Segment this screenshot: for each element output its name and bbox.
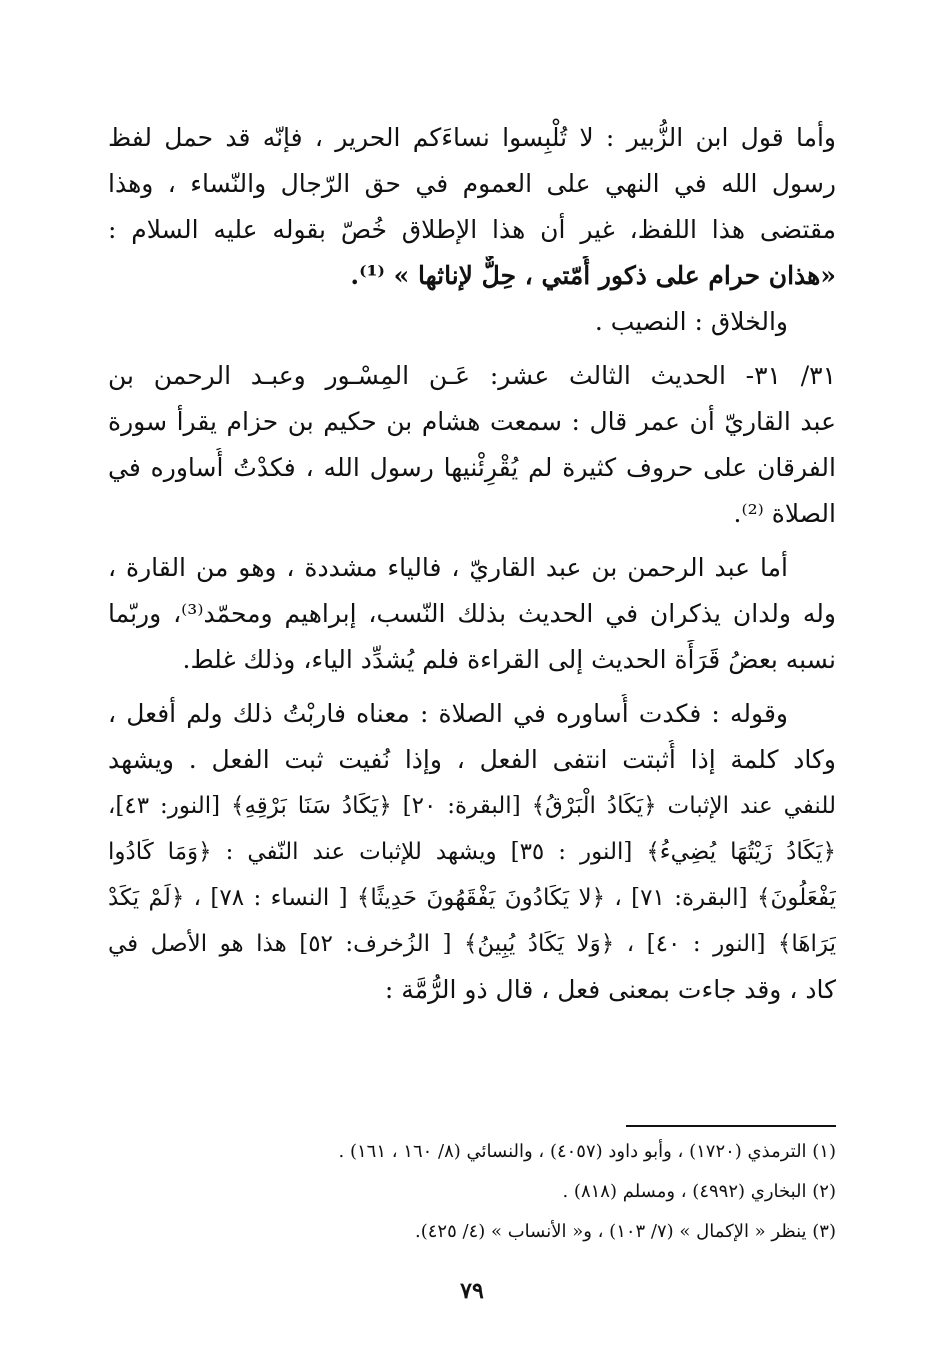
footnote-2: (٢) البخاري (٤٩٩٢) ، ومسلم (٨١٨) .: [562, 1181, 836, 1202]
page-body: [108, 118, 836, 1348]
hadith-heading-line: ٣١/ ٣١- الحديث الثالث عشر: عَـن المِسْـور وعبـد الرحمن بن: [108, 361, 836, 390]
text-line-2: رسول الله في النهي على العموم في حق الرّجال والنّساء ، وهذا: [108, 169, 836, 198]
footnote-divider: [626, 1125, 836, 1127]
text-line-11: وله ولدان يذكران في الحديث بذلك النّسب، إبراهيم ومحمّد⁽³⁾، وربّما: [108, 599, 836, 628]
hadith-quote-line: «هذان حرام على ذكور أُمّتي ، حِلٌّ لإناثها » ⁽¹⁾.: [350, 261, 836, 290]
text-line-10: أما عبد الرحمن بن عبد القاريّ ، فالياء مشددة ، وهو من القارة ،: [108, 553, 788, 582]
text-line-12: نسبه بعضُ قَرَأَة الحديث إلى القراءة فلم يُشدِّد الياء، وذلك غلط.: [182, 645, 836, 674]
text-line-7: عبد القاريّ أن عمر قال : سمعت هشام بن حكيم بن حزام يقرأ سورة: [108, 407, 836, 436]
footnote-1: (١) الترمذي (١٧٢٠) ، وأبو داود (٤٠٥٧) ، والنسائي (٨/ ١٦٠ ، ١٦١) .: [338, 1141, 836, 1162]
text-line-5: والخلاق : النصيب .: [594, 307, 788, 336]
text-line-8: الفرقان على حروف كثيرة لم يُقْرِئْنيها رسول الله ، فكدْتُ أُساوره في: [108, 453, 836, 482]
text-line-18: يَرَاهَا﴾ [النور : ٤٠] ، ﴿وَلا يَكَادُ يُبِينُ﴾ [ الزُخرف: ٥٢] هذا هو الأصل في: [108, 931, 836, 957]
text-line-19: كاد ، وقد جاءت بمعنى فعل ، قال ذو الرُّمَّة :: [384, 975, 836, 1004]
text-line-15: للنفي عند الإثبات ﴿يَكَادُ الْبَرْقُ﴾ [البقرة: ٢٠] ﴿يَكَادُ سَنَا بَرْقِهِ﴾ [النور: ٤٣]،: [108, 793, 836, 819]
text-line-16: ﴿يَكَادُ زَيْتُهَا يُضِيءُ﴾ [النور : ٣٥] ويشهد للإثبات عند النّفي : ﴿وَمَا كَادُوا: [108, 839, 836, 865]
text-line-13: وقوله : فكدت أُساوره في الصلاة : معناه فاربْتُ ذلك ولم أفعل ،: [108, 699, 788, 728]
page-number: ٧٩: [460, 1278, 484, 1304]
text-line-17: يَفْعَلُونَ﴾ [البقرة: ٧١] ، ﴿لا يَكَادُونَ يَفْقَهُونَ حَدِيثًا﴾ [ النساء : ٧٨] ، ﴿لَمْ يَكَدْ: [108, 885, 836, 911]
text-line-14: وكاد كلمة إذا أُثبتت انتفى الفعل ، وإذا نُفيت ثبت الفعل . ويشهد: [108, 745, 836, 774]
text-line-1: وأما قول ابن الزُّبير : لا تُلْبِسوا نساءَكم الحرير ، فإنّه قد حمل لفظ: [108, 123, 836, 152]
footnote-3: (٣) ينظر « الإكمال » (٧/ ١٠٣) ، و« الأنساب » (٤/ ٤٢٥).: [415, 1221, 836, 1242]
text-line-9: الصلاة ⁽²⁾.: [733, 499, 836, 528]
text-line-3: مقتضى هذا اللفظ، غير أن هذا الإطلاق خُصّ بقوله عليه السلام :: [108, 215, 836, 244]
